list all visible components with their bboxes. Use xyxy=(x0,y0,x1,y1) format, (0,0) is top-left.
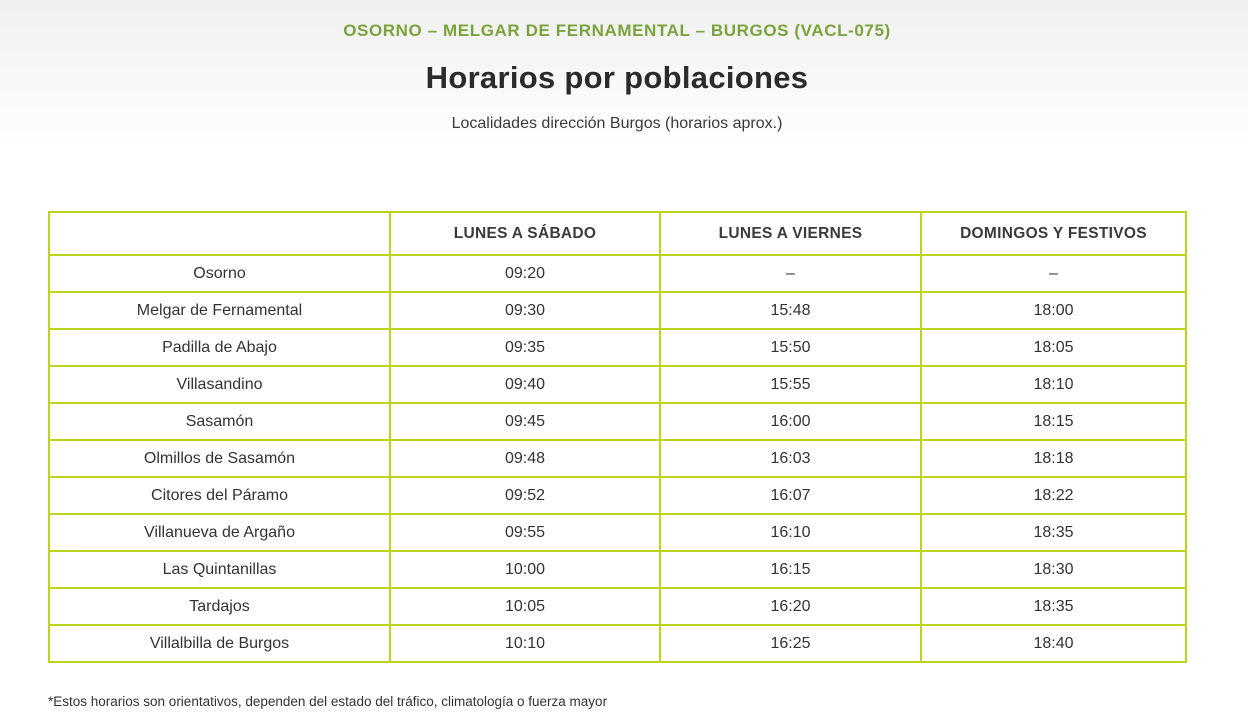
stop-name-cell: Villalbilla de Burgos xyxy=(49,625,390,662)
lunes-a-viernes-cell: 16:03 xyxy=(660,440,921,477)
lunes-a-sabado-cell: 09:48 xyxy=(390,440,660,477)
table-row xyxy=(49,625,1186,662)
lunes-a-viernes-cell: 15:55 xyxy=(660,366,921,403)
stop-name-cell: Osorno xyxy=(49,255,390,292)
lunes-a-sabado-cell: 09:45 xyxy=(390,403,660,440)
lunes-a-viernes-cell: 16:15 xyxy=(660,551,921,588)
stop-name-cell: Las Quintanillas xyxy=(49,551,390,588)
stop-name-cell: Tardajos xyxy=(49,588,390,625)
column-header-lunes-a-sabado: LUNES A SÁBADO xyxy=(390,212,660,255)
stop-name-cell: Padilla de Abajo xyxy=(49,329,390,366)
table-row xyxy=(49,366,1186,403)
table-row xyxy=(49,477,1186,514)
domingos-y-festivos-cell: 18:15 xyxy=(921,403,1186,440)
lunes-a-sabado-cell: 10:05 xyxy=(390,588,660,625)
route-title: OSORNO – MELGAR DE FERNAMENTAL – BURGOS (VACL-075) xyxy=(343,21,891,40)
table-header-row xyxy=(49,212,1186,255)
stop-name-cell: Melgar de Fernamental xyxy=(49,292,390,329)
lunes-a-sabado-cell: 09:55 xyxy=(390,514,660,551)
stop-name-cell: Villanueva de Argaño xyxy=(49,514,390,551)
lunes-a-viernes-cell: – xyxy=(660,255,921,292)
table-row xyxy=(49,255,1186,292)
lunes-a-sabado-cell: 09:52 xyxy=(390,477,660,514)
lunes-a-viernes-cell: 16:10 xyxy=(660,514,921,551)
stop-name-cell: Olmillos de Sasamón xyxy=(49,440,390,477)
lunes-a-viernes-cell: 16:00 xyxy=(660,403,921,440)
lunes-a-viernes-cell: 16:25 xyxy=(660,625,921,662)
domingos-y-festivos-cell: 18:35 xyxy=(921,514,1186,551)
domingos-y-festivos-cell: – xyxy=(921,255,1186,292)
domingos-y-festivos-cell: 18:30 xyxy=(921,551,1186,588)
table-row xyxy=(49,588,1186,625)
table-row xyxy=(49,514,1186,551)
lunes-a-sabado-cell: 09:40 xyxy=(390,366,660,403)
table-row xyxy=(49,551,1186,588)
lunes-a-viernes-cell: 16:20 xyxy=(660,588,921,625)
domingos-y-festivos-cell: 18:35 xyxy=(921,588,1186,625)
stop-name-cell: Sasamón xyxy=(49,403,390,440)
footnote: *Estos horarios son orientativos, dependen del estado del tráfico, climatología o fuerza mayor xyxy=(48,694,608,709)
domingos-y-festivos-cell: 18:22 xyxy=(921,477,1186,514)
lunes-a-sabado-cell: 10:10 xyxy=(390,625,660,662)
lunes-a-sabado-cell: 09:30 xyxy=(390,292,660,329)
column-header-domingos-y-festivos: DOMINGOS Y FESTIVOS xyxy=(921,212,1186,255)
domingos-y-festivos-cell: 18:05 xyxy=(921,329,1186,366)
page-title: Horarios por poblaciones xyxy=(425,60,809,95)
lunes-a-sabado-cell: 09:35 xyxy=(390,329,660,366)
timetable xyxy=(48,211,1187,663)
column-header-lunes-a-viernes: LUNES A VIERNES xyxy=(660,212,921,255)
domingos-y-festivos-cell: 18:10 xyxy=(921,366,1186,403)
column-header-stop xyxy=(49,212,390,255)
lunes-a-viernes-cell: 15:48 xyxy=(660,292,921,329)
lunes-a-viernes-cell: 15:50 xyxy=(660,329,921,366)
lunes-a-sabado-cell: 09:20 xyxy=(390,255,660,292)
table-row xyxy=(49,329,1186,366)
table-row xyxy=(49,292,1186,329)
table-row xyxy=(49,403,1186,440)
table-row xyxy=(49,440,1186,477)
lunes-a-sabado-cell: 10:00 xyxy=(390,551,660,588)
stop-name-cell: Citores del Páramo xyxy=(49,477,390,514)
page-subtitle: Localidades dirección Burgos (horarios aprox.) xyxy=(451,115,783,132)
lunes-a-viernes-cell: 16:07 xyxy=(660,477,921,514)
domingos-y-festivos-cell: 18:18 xyxy=(921,440,1186,477)
domingos-y-festivos-cell: 18:40 xyxy=(921,625,1186,662)
domingos-y-festivos-cell: 18:00 xyxy=(921,292,1186,329)
stop-name-cell: Villasandino xyxy=(49,366,390,403)
